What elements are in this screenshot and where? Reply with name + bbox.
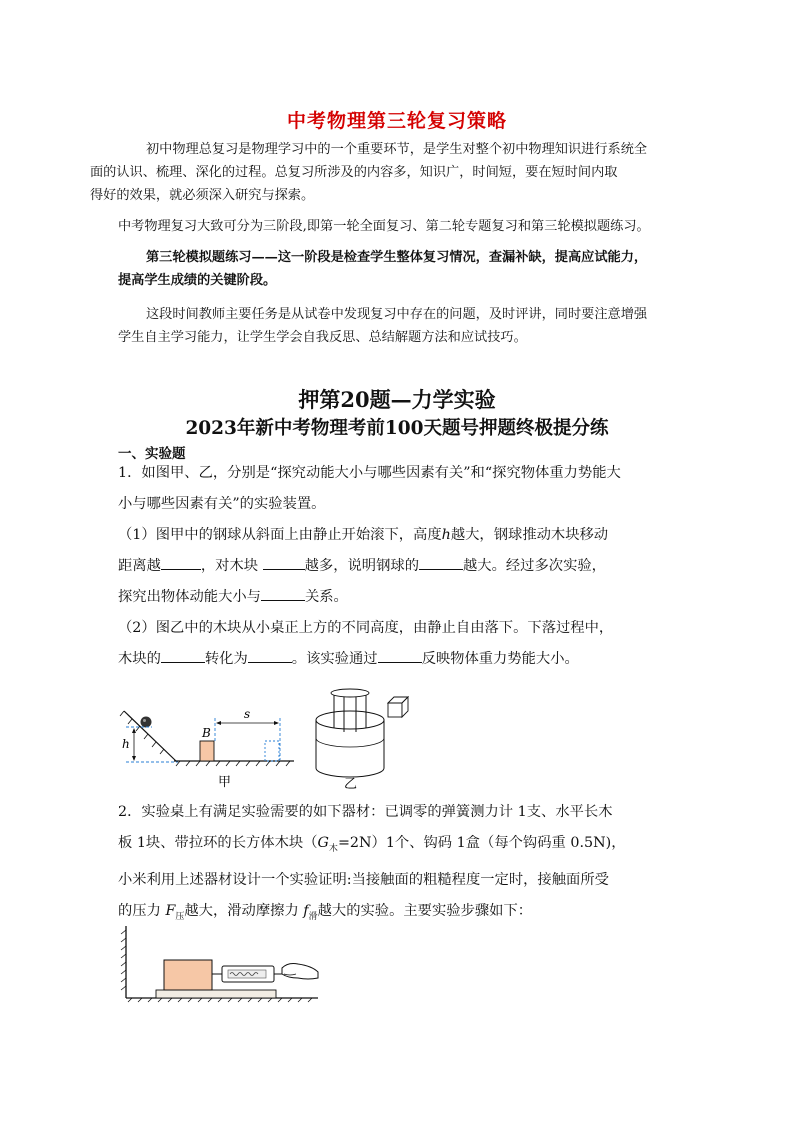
- figure-jia-yi: [118, 676, 418, 794]
- q1-part2-line-2: 木块的 转化为 。该实验通过 反映物体重力势能大小。: [118, 644, 680, 675]
- wooden-block: [164, 960, 212, 990]
- intro-paragraph-3-line-1: 第三轮模拟题练习——这一阶段是检查学生整体复习情况，查漏补缺，提高应试能力，: [146, 250, 648, 265]
- q1-part1-line-2: 距离越 ，对木块 越多，说明钢球的 越大。经过多次实验，: [118, 551, 680, 582]
- figure-spring-scale: [118, 922, 328, 1004]
- wooden-board: [156, 990, 276, 998]
- wall-hatching: [121, 930, 126, 990]
- label-b: B: [202, 726, 211, 740]
- small-table-top: [331, 689, 369, 697]
- label-yi: 乙: [344, 777, 358, 792]
- q2-line-3: 小米利用上述器材设计一个实验证明:当接触面的粗糙程度一定时，接触面所受: [118, 871, 609, 888]
- heading-topic: 押第20题—力学实验: [298, 387, 496, 412]
- q1-part2-line-1: （2）图乙中的木块从小桌正上方的不同高度，由静止自由落下。下落过程中，: [118, 620, 614, 636]
- page-title: 中考物理第三轮复习策略: [286, 110, 507, 132]
- block-final-position: [265, 741, 279, 761]
- q2-line-1: 2．实验桌上有满足实验需要的如下器材：已调零的弹簧测力计 1支、水平长木: [118, 804, 613, 820]
- sand-surface: [316, 738, 384, 747]
- q2-line-2: 板 1块、带拉环的长方体木块$(G_木=2N)1$个、钩码 1盒（每个钩码重 0.5N)，: [118, 835, 626, 854]
- label-h: h: [122, 737, 130, 751]
- answer-blank[interactable]: [419, 554, 463, 570]
- section-label: 一、实验题: [118, 446, 186, 462]
- hand-icon: [282, 964, 318, 980]
- intro-paragraph-1-line-2: 面的认识、梳理、深化的过程。总复习所涉及的内容多，知识广，时间短，要在短时间内取: [90, 165, 618, 180]
- answer-blank[interactable]: [378, 647, 422, 663]
- steel-ball: [141, 717, 152, 728]
- label-s: s: [244, 707, 251, 721]
- answer-blank[interactable]: [261, 585, 305, 601]
- answer-blank[interactable]: [248, 647, 292, 663]
- intro-paragraph-2: 中考物理复习大致可分为三阶段,即第一轮全面复习、第二轮专题复习和第三轮模拟题练习。: [118, 219, 650, 234]
- intro-paragraph-4: [118, 303, 688, 349]
- intro-paragraph-1-line-3: 得好的效果，就必须深入研究与探索。: [90, 188, 315, 203]
- intro-paragraph-3-line-2: 提高学生成绩的关键阶段。: [118, 273, 277, 288]
- label-jia: 甲: [218, 775, 232, 790]
- intro-paragraph-1-line-1: 初中物理总复习是物理学习中的一个重要环节，是学生对整个初中物理知识进行系统全: [146, 142, 648, 157]
- wooden-cube: [388, 697, 408, 717]
- block-b: [200, 741, 214, 761]
- intro-paragraph-4-line-2: 学生自主学习能力，让学生学会自我反思、总结解题方法和应试技巧。: [118, 330, 527, 345]
- intro-paragraph-3: [118, 246, 698, 292]
- q1-line-2: 小与哪些因素有关”的实验装置。: [118, 496, 326, 512]
- q2-line-4: 的压力 $F_压$越大，滑动摩擦力 $f_滑$越大的实验。主要实验步骤如下：: [118, 902, 533, 922]
- intro-paragraph-1: [90, 138, 678, 207]
- answer-blank[interactable]: [161, 647, 205, 663]
- answer-blank[interactable]: [263, 554, 305, 570]
- q1-part1-line-1: （1）图甲中的钢球从斜面上由静止开始滚下，高度h越大，钢球推动木块移动: [118, 527, 609, 543]
- question-2: [118, 797, 680, 933]
- heading-subtitle: 2023年新中考物理考前100天题号押题终极提分练: [185, 418, 609, 439]
- q1-part1-line-3: 探究出物体动能大小与 关系。: [118, 582, 680, 613]
- container-top: [316, 711, 384, 729]
- answer-blank[interactable]: [161, 554, 201, 570]
- q1-line-1: 1．如图甲、乙，分别是“探究动能大小与哪些因素有关”和“探究物体重力势能大: [118, 465, 621, 481]
- container-bottom: [316, 768, 384, 777]
- ground-hatching: [176, 761, 290, 766]
- variable-h: h: [441, 527, 451, 543]
- question-1: [118, 458, 680, 675]
- intro-paragraph-4-line-1: 这段时间教师主要任务是从试卷中发现复习中存在的问题，及时评讲，同时要注意增强: [146, 307, 648, 322]
